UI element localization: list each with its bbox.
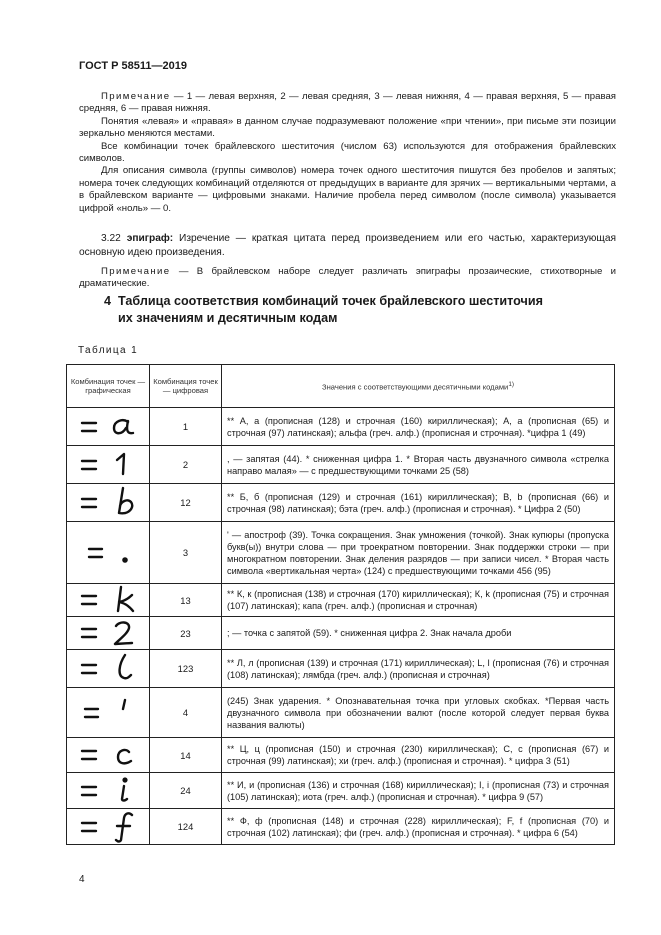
glyph-cell	[67, 584, 150, 617]
glyph-cell	[67, 688, 150, 738]
table-header-row	[67, 365, 615, 408]
digital-cell: 12	[150, 484, 222, 522]
paragraph-combinations: Все комбинации точек брайлевского шеститочия (числом 63) используются для отображения брайлевских символов.	[79, 140, 616, 165]
glyph-cell	[67, 522, 150, 584]
handwritten-equals-apostrophe-icon	[67, 688, 149, 737]
table-row	[67, 809, 615, 845]
digital-cell: 4	[150, 688, 222, 738]
note-dot-positions	[79, 91, 616, 116]
glyph-cell	[67, 484, 150, 522]
header-meanings	[222, 365, 615, 408]
table-caption: Таблица 1	[78, 345, 139, 356]
handwritten-equals-1-icon	[67, 446, 149, 483]
glyph-cell	[67, 617, 150, 650]
digital-cell: 124	[150, 809, 222, 845]
section-title-line2: их значениям и десятичным кодам	[118, 311, 338, 325]
meaning-cell: ; — точка с запятой (59). * сниженная цифра 2. Знак начала дроби	[222, 617, 615, 650]
paragraph-left-right: Понятия «левая» и «правая» в данном случае подразумевают положение «при чтении», при письме эти позиции зеркально меняются местами.	[79, 115, 616, 140]
meaning-cell: ** Л, л (прописная (139) и строчная (171) кириллическая); L, l (прописная (76) и строчная (108) латинская); лямбда (греч. алф.) (прописная и строчная)	[222, 650, 615, 688]
table-row	[67, 522, 615, 584]
table-row	[67, 584, 615, 617]
meaning-cell: ** К, к (прописная (138) и строчная (170) кириллическая); К, k (прописная (75) и строчная (107) латинская); капа (греч. алф.) (прописная и строчная)	[222, 584, 615, 617]
term-number: 3.22	[101, 233, 121, 244]
section-heading-line1	[104, 293, 543, 310]
term-note	[79, 266, 616, 291]
digital-cell: 13	[150, 584, 222, 617]
section-number: 4	[104, 294, 112, 308]
header-meanings-text: Значения с соответствующими десятичными кодами	[322, 382, 509, 392]
table-row	[67, 446, 615, 484]
table-row	[67, 650, 615, 688]
digital-cell: 3	[150, 522, 222, 584]
term-note-label: Примечание	[101, 266, 171, 277]
meaning-cell: , — запятая (44). * сниженная цифра 1. * Вторая часть двузначного символа «стрелка направо малая» — с предшествующими точками 25 (58)	[222, 446, 615, 484]
glyph-cell	[67, 446, 150, 484]
table-row	[67, 484, 615, 522]
meaning-cell: ** А, а (прописная (128) и строчная (160) кириллическая); А, а (прописная (65) и строчная (97) латинская); альфа (греч. алф.) (прописная и строчная). *цифра 1 (49)	[222, 408, 615, 446]
paragraph-notation: Для описания символа (группы символов) номера точек одного шеститочия пишутся без пробелов и запятых; номера точек следующих комбинаций отделяются от предыдущих в варианте для зрячих — вертикальными чертами, а в брайлевском варианте — цифровыми знаками. Наличие пробела перед символом (после символа) указывается цифрой «ноль» — 0.	[79, 165, 616, 214]
handwritten-equals-i-icon	[67, 773, 149, 808]
header-digital: Комбинация точек — цифровая	[150, 365, 222, 408]
glyph-cell	[67, 809, 150, 845]
header-footnote-mark: 1)	[508, 380, 514, 388]
handwritten-equals-2-icon	[67, 617, 149, 649]
handwritten-equals-dot-icon	[67, 522, 149, 583]
digital-cell: 24	[150, 773, 222, 809]
meaning-cell: ' — апостроф (39). Точка сокращения. Знак умножения (точкой). Знак купюры (пропуска букв(ы)) внутри слова — при троекратном повторении. Знак поддержки строки — при многократном повторении. Знак деления разрядов — при записи чисел. * Вторая часть символа «вертикальная черта» (124) с предшествующими точками 456 (95)	[222, 522, 615, 584]
term-name: эпиграф:	[126, 233, 174, 244]
table-row	[67, 408, 615, 446]
handwritten-equals-a-icon	[67, 408, 149, 445]
page-number: 4	[79, 874, 85, 885]
handwritten-equals-c-icon	[67, 738, 149, 772]
handwritten-equals-k-icon	[67, 584, 149, 616]
header-graphic: Комбинация точек — графическая	[67, 365, 150, 408]
meaning-cell: ** И, и (прописная (136) и строчная (168) кириллическая); I, i (прописная (73) и строчная (105) латинская); иота (греч. алф.) (прописная и строчная). * цифра 9 (57)	[222, 773, 615, 809]
meaning-cell: (245) Знак ударения. * Опознавательная точка при угловых скобках. *Первая часть двузначного символа при обозначении валют (после которой следует первая буква названия валюты)	[222, 688, 615, 738]
term-epigraph	[79, 232, 616, 291]
meaning-cell: ** Б, б (прописная (129) и строчная (161) кириллическая); В, b (прописная (66) и строчная (98) латинская); бэта (греч. алф.) (прописная и строчная). * Цифра 2 (50)	[222, 484, 615, 522]
meaning-cell: ** Ц, ц (прописная (150) и строчная (230) кириллическая); С, с (прописная (67) и строчная (99) латинская); хи (греч. алф.) (прописная и строчная). * цифра 3 (51)	[222, 738, 615, 773]
digital-cell: 1	[150, 408, 222, 446]
section-title-line1: Таблица соответствия комбинаций точек брайлевского шеститочия	[118, 294, 543, 308]
glyph-cell	[67, 738, 150, 773]
section-heading	[104, 293, 543, 327]
meaning-cell: ** Ф, ф (прописная (148) и строчная (228) кириллическая); F, f (прописная (70) и строчная (102) латинская); фи (греч. алф.) (прописная и строчная). * цифра 6 (54)	[222, 809, 615, 845]
term-note-body: — В брайлевском наборе следует различать эпиграфы прозаические, стихотворные и драматические.	[79, 266, 616, 290]
digital-cell: 2	[150, 446, 222, 484]
glyph-cell	[67, 408, 150, 446]
glyph-cell	[67, 773, 150, 809]
braille-table	[66, 364, 615, 845]
note-label: Примечание	[101, 91, 171, 102]
handwritten-equals-b-icon	[67, 484, 149, 521]
digital-cell: 23	[150, 617, 222, 650]
handwritten-equals-f-icon	[67, 809, 149, 844]
table-row	[67, 773, 615, 809]
term-definition	[79, 232, 616, 259]
handwritten-equals-l-icon	[67, 650, 149, 687]
document-header: ГОСТ Р 58511—2019	[79, 60, 187, 72]
table-row	[67, 738, 615, 773]
table-row	[67, 617, 615, 650]
braille-dot-notes	[79, 91, 616, 215]
glyph-cell	[67, 650, 150, 688]
note-body: — 1 — левая верхняя, 2 — левая средняя, 3 — левая нижняя, 4 — правая верхняя, 5 — правая средняя, 6 — правая нижняя.	[79, 91, 616, 115]
digital-cell: 14	[150, 738, 222, 773]
digital-cell: 123	[150, 650, 222, 688]
table-row	[67, 688, 615, 738]
term-definition-text: Изречение — краткая цитата перед произведением или его частью, характеризующая основную идею произведения.	[79, 233, 616, 258]
